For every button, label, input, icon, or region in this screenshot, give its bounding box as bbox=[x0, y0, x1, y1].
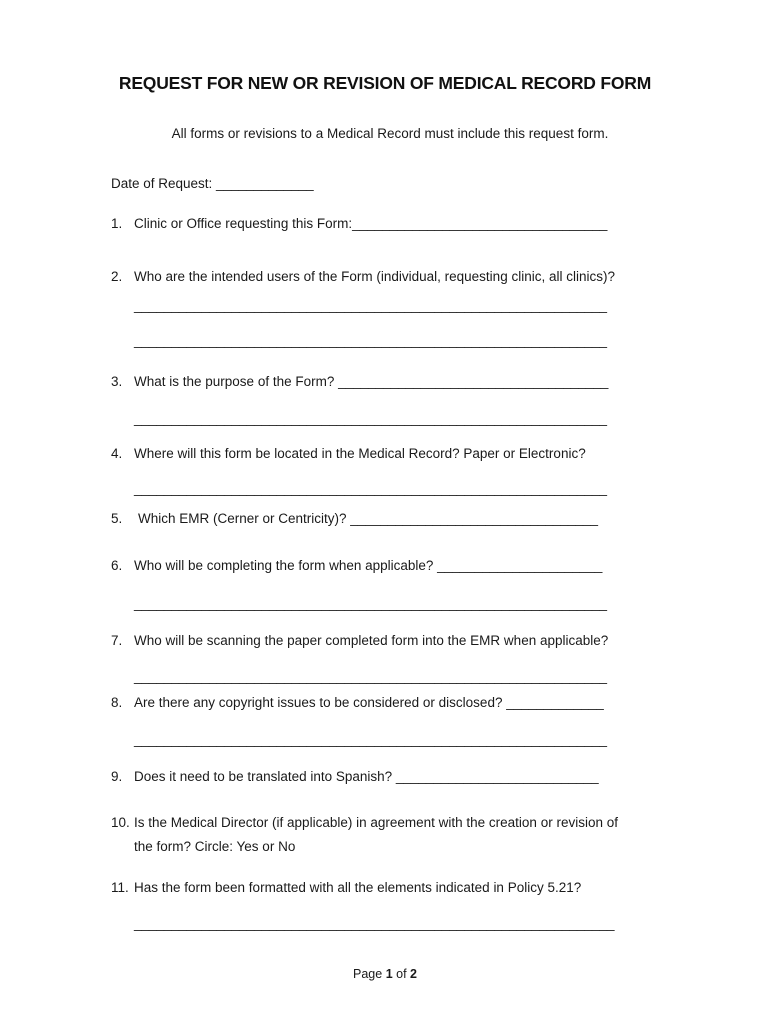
question-number: 9. bbox=[111, 769, 123, 784]
question-number: 2. bbox=[111, 269, 123, 284]
question-1-clinic[interactable]: Clinic or Office requesting this Form:__________________________________ bbox=[134, 216, 608, 231]
page-number-footer bbox=[0, 967, 770, 981]
question-7-scanning: Who will be scanning the paper completed form into the EMR when applicable? bbox=[134, 633, 609, 648]
question-number: 10. bbox=[111, 815, 130, 830]
answer-line[interactable]: _______________________________________________________________ bbox=[134, 298, 608, 313]
question-number: 4. bbox=[111, 446, 123, 461]
answer-line[interactable]: _______________________________________________________________ bbox=[134, 481, 608, 496]
answer-line[interactable]: _______________________________________________________________ bbox=[134, 596, 608, 611]
question-number: 8. bbox=[111, 695, 123, 710]
date-of-request-field[interactable]: Date of Request: _____________ bbox=[111, 176, 314, 191]
page-word: Page bbox=[353, 967, 383, 981]
question-4-location: Where will this form be located in the Medical Record? Paper or Electronic? bbox=[134, 446, 586, 461]
question-number: 7. bbox=[111, 633, 123, 648]
page-title: REQUEST FOR NEW OR REVISION OF MEDICAL RECORD FORM bbox=[118, 73, 652, 93]
question-2-users: Who are the intended users of the Form (individual, requesting clinic, all clinics)? bbox=[134, 269, 615, 284]
answer-line[interactable]: _______________________________________________________________ bbox=[134, 669, 608, 684]
question-number: 6. bbox=[111, 558, 123, 573]
answer-line[interactable]: ________________________________________________________________ bbox=[134, 916, 615, 931]
question-number: 5. bbox=[111, 511, 123, 526]
answer-line[interactable]: _______________________________________________________________ bbox=[134, 411, 608, 426]
question-11-formatted: Has the form been formatted with all the elements indicated in Policy 5.21? bbox=[134, 880, 582, 895]
question-9-spanish[interactable]: Does it need to be translated into Spanish? ___________________________ bbox=[134, 769, 599, 784]
question-8-copyright[interactable]: Are there any copyright issues to be considered or disclosed? _____________ bbox=[134, 695, 604, 710]
total-page-number: 2 bbox=[410, 967, 417, 981]
question-number: 11. bbox=[111, 880, 129, 895]
question-number: 3. bbox=[111, 374, 123, 389]
question-3-purpose[interactable]: What is the purpose of the Form? ____________________________________ bbox=[134, 374, 609, 389]
answer-line[interactable]: _______________________________________________________________ bbox=[134, 333, 608, 348]
of-word: of bbox=[396, 967, 407, 981]
question-10-circle-yes-no[interactable]: the form? Circle: Yes or No bbox=[134, 839, 296, 854]
current-page-number: 1 bbox=[385, 967, 393, 981]
answer-line[interactable]: _______________________________________________________________ bbox=[134, 732, 608, 747]
question-5-emr[interactable]: Which EMR (Cerner or Centricity)? _________________________________ bbox=[138, 511, 599, 526]
question-6-completing[interactable]: Who will be completing the form when applicable? ______________________ bbox=[134, 558, 603, 573]
question-10-director: Is the Medical Director (if applicable) in agreement with the creation or revision of bbox=[134, 815, 618, 830]
subtitle: All forms or revisions to a Medical Record must include this request form. bbox=[171, 126, 609, 141]
question-number: 1. bbox=[111, 216, 123, 231]
